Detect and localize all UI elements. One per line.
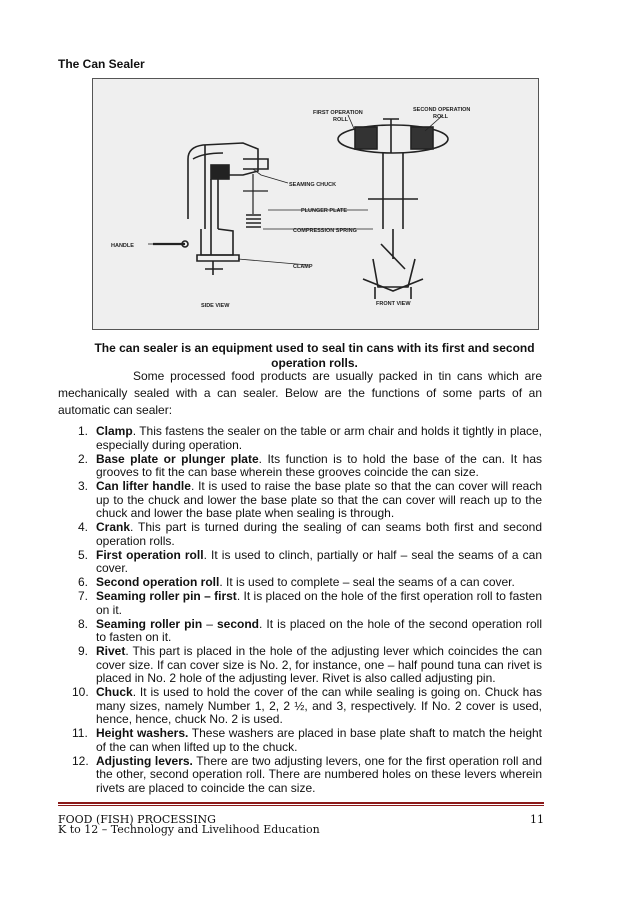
item-description: – second. It is placed on the hole of the second operation roll to fasten on it. <box>96 616 542 644</box>
figure-caption <box>92 341 537 371</box>
page-number: 11 <box>530 813 544 826</box>
item-description: . This part is turned during the sealing of can seams both first and second operation rolls. <box>96 520 542 548</box>
item-term: Seaming roller pin <box>96 616 203 631</box>
can-sealer-drawing <box>93 79 538 329</box>
item-term: Chuck <box>96 685 133 699</box>
item-number: 6. <box>78 575 89 589</box>
item-description: . This fastens the sealer on the table or arm chair and holds it tightly in place, especially during operation. <box>96 424 542 452</box>
label-first-operation-roll-2: ROLL <box>333 117 348 123</box>
item-term: First operation roll <box>96 547 204 562</box>
label-compression-spring: COMPRESSION SPRING <box>293 228 357 234</box>
item-description: . It is used to complete – seal the seams of a can cover. <box>219 575 515 589</box>
list-item <box>58 727 542 754</box>
item-description: . This part is placed in the hole of the adjusting lever which coincides the can cover size. If can cover size is No. 2, for instance, one – half pound tuna can rivet is placed in No. 2 hole of the adjusting lever. Rivet is also called adjusting pin. <box>96 644 542 685</box>
footer-program: K to 12 – Technology and Livelihood Education <box>58 823 320 836</box>
item-description: These washers are placed in base plate shaft to match the height of the can when lifted up to the chuck. <box>96 726 542 754</box>
item-term: Seaming roller pin – first <box>96 589 237 603</box>
item-description: . It is used to hold the cover of the can while sealing is going on. Chuck has many sizes, namely Number 1, 2, 2 ½, and 3, respectively. If No. 2 cover is used, hence, hence, chuck No. 2 is used. <box>96 685 542 726</box>
label-plunger-plate: PLUNGER PLATE <box>301 208 348 214</box>
item-term: Base plate or plunger plate <box>96 451 259 466</box>
item-number: 4. <box>78 520 89 534</box>
parts-list <box>58 425 542 796</box>
label-front-view: FRONT VIEW <box>376 301 411 307</box>
item-description: . Its function is to hold the base of the can. It has grooves to fit the can base wherein these grooves coincide the can size. <box>96 451 542 479</box>
item-term: Clamp <box>96 424 133 438</box>
label-second-operation-roll-2: ROLL <box>433 114 448 120</box>
item-number: 12. <box>72 753 89 768</box>
item-number: 2. <box>78 451 89 466</box>
label-second-operation-roll-1: SECOND OPERATION <box>413 107 471 113</box>
list-item <box>58 576 542 590</box>
front-view-drawing <box>338 119 448 299</box>
list-item <box>58 549 542 576</box>
list-item <box>58 590 542 617</box>
section-title: The Can Sealer <box>58 57 145 71</box>
list-item <box>58 755 542 796</box>
caption-line-2: operation rolls. <box>271 356 358 370</box>
item-description: . It is used to clinch, partially or half – seal the seams of a can cover. <box>96 547 542 575</box>
item-description: There are two adjusting levers, one for the first operation roll and the other, second operation roll. There are numbered holes on these levers wherein rivets are placed to coincide the can size. <box>96 753 542 795</box>
item-term: Can lifter handle <box>96 479 191 493</box>
item-number: 11. <box>72 726 88 740</box>
can-sealer-diagram <box>92 78 539 330</box>
list-item <box>58 618 542 645</box>
item-term: Crank <box>96 520 131 534</box>
item-term: Second operation roll <box>96 575 220 589</box>
label-seaming-chuck: SEAMING CHUCK <box>289 182 337 188</box>
caption-line-1: The can sealer is an equipment used to seal tin cans with its first and second <box>94 341 535 355</box>
list-item <box>58 453 542 480</box>
item-number: 1. <box>78 424 89 438</box>
footer-subject: FOOD (FISH) PROCESSING <box>58 813 216 826</box>
footer-rule-thin <box>58 805 544 806</box>
item-number: 10. <box>72 685 89 699</box>
item-number: 3. <box>78 479 89 493</box>
item-description: . It is placed on the hole of the first operation roll to fasten on it. <box>96 589 542 617</box>
leader-lines <box>148 115 443 265</box>
item-term-secondary: second <box>217 616 260 631</box>
list-item <box>58 521 542 548</box>
label-first-operation-roll-1: FIRST OPERATION <box>313 110 363 116</box>
item-number: 9. <box>78 644 89 658</box>
list-item <box>58 645 542 686</box>
item-term: Height washers. <box>96 726 189 740</box>
item-number: 7. <box>78 589 89 603</box>
intro-paragraph <box>58 368 542 419</box>
footer-rule <box>58 802 544 804</box>
label-clamp: CLAMP <box>293 264 313 270</box>
list-item <box>58 480 542 521</box>
list-item <box>58 686 542 727</box>
list-item <box>58 425 542 452</box>
side-view-drawing <box>153 143 268 275</box>
intro-text: Some processed food products are usually packed in tin cans which are mechanically sealed with a can sealer. Below are the functions of some parts of an automatic can sealer: <box>58 369 542 417</box>
label-handle: HANDLE <box>111 243 134 249</box>
item-term: Rivet <box>96 644 126 658</box>
item-description: . It is used to raise the base plate so that the can cover will reach up to the chuck and lower the base plate so that the can cover will reach up to the chuck and lower the base plate when sealing is through. <box>96 479 543 520</box>
item-term: Adjusting levers. <box>96 753 193 768</box>
item-number: 8. <box>78 616 89 631</box>
item-number: 5. <box>78 547 89 562</box>
label-side-view: SIDE VIEW <box>201 303 230 309</box>
